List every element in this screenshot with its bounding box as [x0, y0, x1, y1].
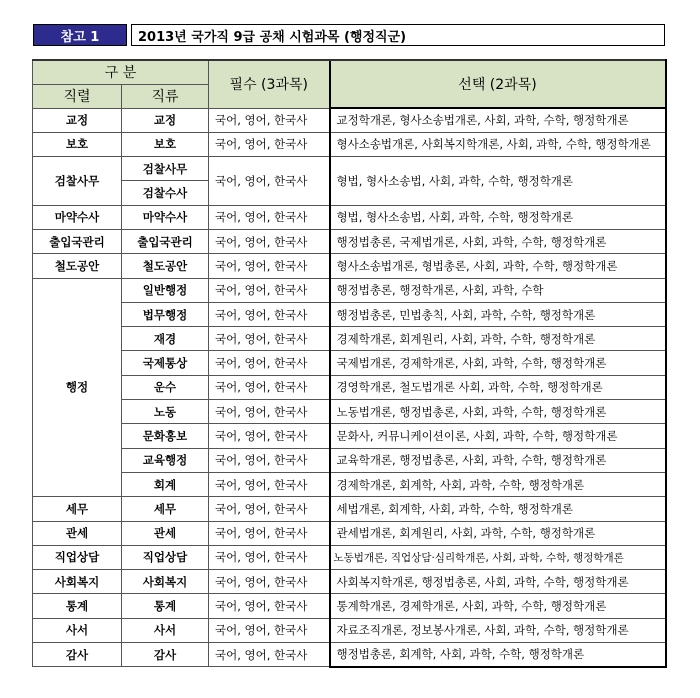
class-cell: 교육행정: [122, 448, 209, 472]
class-cell: 세무: [122, 497, 209, 521]
class-cell: 운수: [122, 375, 209, 399]
elective-cell: 노동법개론, 직업상담·심리학개론, 사회, 과학, 수학, 행정학개론: [330, 545, 666, 569]
elective-cell: 국제법개론, 경제학개론, 사회, 과학, 수학, 행정학개론: [330, 351, 666, 375]
required-cell: 국어, 영어, 한국사: [209, 375, 330, 399]
table-row: [33, 205, 666, 229]
table-row: [33, 545, 666, 569]
elective-cell: 형법, 형사소송법, 사회, 과학, 수학, 행정학개론: [330, 205, 666, 229]
table-row: [33, 400, 666, 424]
table-row: [33, 327, 666, 351]
series-cell: 보호: [33, 132, 122, 156]
table-row: [33, 570, 666, 594]
required-cell: 국어, 영어, 한국사: [209, 108, 330, 132]
class-cell: 노동: [122, 400, 209, 424]
series-cell: 검찰사무: [33, 157, 122, 206]
table-row: [33, 643, 666, 667]
elective-cell: 경제학개론, 회계학, 사회, 과학, 수학, 행정학개론: [330, 472, 666, 496]
series-cell: 출입국관리: [33, 229, 122, 253]
required-cell: 국어, 영어, 한국사: [209, 327, 330, 351]
required-cell: 국어, 영어, 한국사: [209, 424, 330, 448]
required-cell: 국어, 영어, 한국사: [209, 472, 330, 496]
reference-tag: 참고 1: [33, 24, 127, 46]
elective-cell: 경영학개론, 철도법개론 사회, 과학, 수학, 행정학개론: [330, 375, 666, 399]
elective-cell: 행정법총론, 국제법개론, 사회, 과학, 수학, 행정학개론: [330, 229, 666, 253]
series-header: 직렬: [33, 84, 122, 108]
class-cell: 직업상담: [122, 545, 209, 569]
class-cell: 교정: [122, 108, 209, 132]
elective-cell: 교육학개론, 행정법총론, 사회, 과학, 수학, 행정학개론: [330, 448, 666, 472]
class-cell: 검찰사무: [122, 157, 209, 181]
elective-cell: 사회복지학개론, 행정법총론, 사회, 과학, 수학, 행정학개론: [330, 570, 666, 594]
class-cell: 재경: [122, 327, 209, 351]
table-row: [33, 157, 666, 181]
required-cell: 국어, 영어, 한국사: [209, 254, 330, 278]
table-row: [33, 497, 666, 521]
elective-cell: 세법개론, 회계학, 사회, 과학, 수학, 행정학개론: [330, 497, 666, 521]
group-header: 구 분: [33, 60, 209, 84]
elective-header: 선택 (2과목): [330, 60, 666, 108]
table-row: [33, 351, 666, 375]
table-row: [33, 424, 666, 448]
table-row: [33, 254, 666, 278]
required-cell: 국어, 영어, 한국사: [209, 643, 330, 667]
class-cell: 통계: [122, 594, 209, 618]
table-row: [33, 375, 666, 399]
table-row: [33, 302, 666, 326]
elective-cell: 경제학개론, 회계원리, 사회, 과학, 수학, 행정학개론: [330, 327, 666, 351]
class-cell: 관세: [122, 521, 209, 545]
table-row: [33, 132, 666, 156]
required-cell: 국어, 영어, 한국사: [209, 205, 330, 229]
class-cell: 사회복지: [122, 570, 209, 594]
class-cell: 사서: [122, 618, 209, 642]
required-cell: 국어, 영어, 한국사: [209, 278, 330, 302]
series-cell: 사서: [33, 618, 122, 642]
elective-cell: 행정법총론, 민법총칙, 사회, 과학, 수학, 행정학개론: [330, 302, 666, 326]
class-cell: 감사: [122, 643, 209, 667]
series-cell: 감사: [33, 643, 122, 667]
required-cell: 국어, 영어, 한국사: [209, 521, 330, 545]
required-cell: 국어, 영어, 한국사: [209, 302, 330, 326]
class-cell: 보호: [122, 132, 209, 156]
elective-cell: 교정학개론, 형사소송법개론, 사회, 과학, 수학, 행정학개론: [330, 108, 666, 132]
table-row: [33, 594, 666, 618]
required-cell: 국어, 영어, 한국사: [209, 594, 330, 618]
elective-cell: 형법, 형사소송법, 사회, 과학, 수학, 행정학개론: [330, 157, 666, 206]
required-cell: 국어, 영어, 한국사: [209, 448, 330, 472]
class-cell: 철도공안: [122, 254, 209, 278]
elective-cell: 형사소송법개론, 형법총론, 사회, 과학, 수학, 행정학개론: [330, 254, 666, 278]
exam-subjects-table: [32, 59, 667, 668]
class-cell: 검찰수사: [122, 181, 209, 205]
required-cell: 국어, 영어, 한국사: [209, 545, 330, 569]
series-cell: 직업상담: [33, 545, 122, 569]
class-header: 직류: [122, 84, 209, 108]
series-cell: 마약수사: [33, 205, 122, 229]
table-row: [33, 108, 666, 132]
table-row: [33, 618, 666, 642]
table-row: [33, 448, 666, 472]
class-cell: 법무행정: [122, 302, 209, 326]
elective-cell: 통계학개론, 경제학개론, 사회, 과학, 수학, 행정학개론: [330, 594, 666, 618]
class-cell: 마약수사: [122, 205, 209, 229]
title-bar: [33, 24, 665, 46]
table-row: [33, 521, 666, 545]
series-cell: 세무: [33, 497, 122, 521]
elective-cell: 노동법개론, 행정법총론, 사회, 과학, 수학, 행정학개론: [330, 400, 666, 424]
required-cell: 국어, 영어, 한국사: [209, 618, 330, 642]
series-cell: 사회복지: [33, 570, 122, 594]
series-cell: 교정: [33, 108, 122, 132]
required-header: 필수 (3과목): [209, 60, 330, 108]
elective-cell: 문화사, 커뮤니케이션이론, 사회, 과학, 수학, 행정학개론: [330, 424, 666, 448]
required-cell: 국어, 영어, 한국사: [209, 351, 330, 375]
class-cell: 국제통상: [122, 351, 209, 375]
page-title: 2013년 국가직 9급 공채 시험과목 (행정직군): [131, 24, 665, 46]
table-row: [33, 278, 666, 302]
elective-cell: 관세법개론, 회계원리, 사회, 과학, 수학, 행정학개론: [330, 521, 666, 545]
series-cell: 관세: [33, 521, 122, 545]
class-cell: 회계: [122, 472, 209, 496]
class-cell: 출입국관리: [122, 229, 209, 253]
elective-cell: 형사소송법개론, 사회복지학개론, 사회, 과학, 수학, 행정학개론: [330, 132, 666, 156]
series-cell: 행정: [33, 278, 122, 497]
table-row: [33, 229, 666, 253]
series-cell: 철도공안: [33, 254, 122, 278]
table-row: [33, 472, 666, 496]
required-cell: 국어, 영어, 한국사: [209, 229, 330, 253]
required-cell: 국어, 영어, 한국사: [209, 157, 330, 206]
class-cell: 문화홍보: [122, 424, 209, 448]
elective-cell: 자료조직개론, 정보봉사개론, 사회, 과학, 수학, 행정학개론: [330, 618, 666, 642]
series-cell: 통계: [33, 594, 122, 618]
elective-cell: 행정법총론, 회계학, 사회, 과학, 수학, 행정학개론: [330, 643, 666, 667]
elective-cell: 행정법총론, 행정학개론, 사회, 과학, 수학: [330, 278, 666, 302]
required-cell: 국어, 영어, 한국사: [209, 400, 330, 424]
required-cell: 국어, 영어, 한국사: [209, 570, 330, 594]
required-cell: 국어, 영어, 한국사: [209, 132, 330, 156]
class-cell: 일반행정: [122, 278, 209, 302]
required-cell: 국어, 영어, 한국사: [209, 497, 330, 521]
